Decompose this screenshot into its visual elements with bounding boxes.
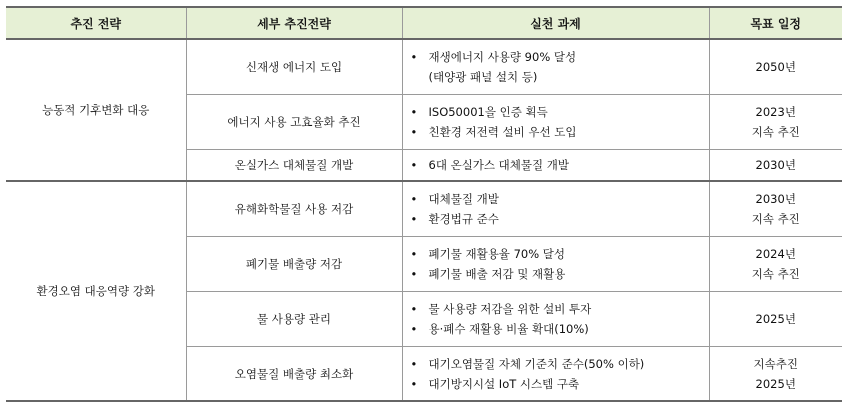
- table-row: [6, 39, 842, 95]
- task-item: [411, 374, 709, 394]
- task-text: 물 사용량 저감을 위한 설비 투자: [428, 302, 592, 316]
- strategy-cell: 능동적 기후변화 대응: [6, 39, 186, 181]
- period-cell: [709, 95, 842, 150]
- tasks-cell: [402, 181, 709, 237]
- task-text: 용·폐수 재활용 비율 확대(10%): [428, 322, 589, 336]
- period-text: 2025년: [755, 312, 796, 326]
- period-text: 지속 추진: [751, 212, 800, 226]
- period-text: 지속추진: [753, 356, 798, 371]
- period-cell: [709, 150, 842, 182]
- sub-strategy-cell: 신재생 에너지 도입: [186, 39, 402, 95]
- tasks-cell: [402, 292, 709, 347]
- task-text: 대체물질 개발: [428, 192, 499, 206]
- bullet-icon: •: [410, 267, 418, 281]
- period-cell: [709, 347, 842, 402]
- task-text: 대기방지시설 IoT 시스템 구축: [428, 376, 580, 391]
- bullet-icon: •: [410, 50, 418, 64]
- header-row: [6, 7, 842, 39]
- bullet-icon: •: [410, 376, 418, 391]
- bullet-icon: •: [410, 322, 418, 336]
- bullet-icon: •: [410, 302, 418, 316]
- period-cell: [709, 237, 842, 292]
- tasks-cell: [402, 95, 709, 150]
- task-text: 대기오염물질 자체 기준치 준수(50% 이하): [428, 356, 645, 371]
- period-text: 지속 추진: [751, 267, 800, 281]
- task-text: (태양광 패널 설치 등): [428, 70, 538, 84]
- period-text: 2023년: [755, 105, 796, 119]
- task-text: 폐기물 배출 저감 및 재활용: [428, 267, 566, 281]
- task-item: [411, 47, 709, 67]
- sub-strategy-cell: 폐기물 배출량 저감: [186, 237, 402, 292]
- tasks-cell: [402, 347, 709, 402]
- task-item: [411, 319, 709, 339]
- bullet-icon: •: [410, 356, 418, 371]
- bullet-icon: •: [410, 212, 418, 226]
- task-item: [411, 122, 709, 142]
- task-text: ISO50001을 인증 획득: [428, 105, 548, 119]
- period-cell: [709, 292, 842, 347]
- tasks-cell: [402, 150, 709, 182]
- period-text: 지속 추진: [751, 125, 800, 139]
- task-item: [411, 155, 709, 175]
- task-item: [411, 299, 709, 319]
- table-row: [6, 181, 842, 237]
- tasks-cell: [402, 237, 709, 292]
- task-text: 친환경 저전력 설비 우선 도입: [428, 125, 577, 139]
- strategy-cell: 환경오염 대응역량 강화: [6, 181, 186, 401]
- sub-strategy-cell: 오염물질 배출량 최소화: [186, 347, 402, 402]
- task-item: [411, 264, 709, 284]
- period-text: 2025년: [755, 376, 796, 391]
- header-strategy: 추진 전략: [6, 7, 186, 39]
- header-period: 목표 일정: [709, 7, 842, 39]
- bullet-icon: •: [410, 125, 418, 139]
- task-item: [411, 354, 709, 374]
- header-sub-strategy: 세부 추진전략: [186, 7, 402, 39]
- sub-strategy-cell: 유해화학물질 사용 저감: [186, 181, 402, 237]
- task-item: [411, 209, 709, 229]
- bullet-icon: •: [410, 247, 418, 261]
- task-item: [411, 102, 709, 122]
- task-item: [411, 189, 709, 209]
- sub-strategy-cell: 물 사용량 관리: [186, 292, 402, 347]
- bullet-icon: •: [410, 192, 418, 206]
- sub-strategy-cell: 온실가스 대체물질 개발: [186, 150, 402, 182]
- task-item: [411, 244, 709, 264]
- sub-strategy-cell: 에너지 사용 고효율화 추진: [186, 95, 402, 150]
- period-text: 2030년: [755, 158, 796, 172]
- header-tasks: 실천 과제: [402, 7, 709, 39]
- period-text: 2030년: [755, 192, 796, 206]
- task-text: 재생에너지 사용량 90% 달성: [428, 50, 577, 64]
- bullet-icon: •: [410, 105, 418, 119]
- tasks-cell: [402, 39, 709, 95]
- task-text: 6대 온실가스 대체물질 개발: [428, 158, 569, 172]
- task-item: [411, 67, 709, 87]
- period-cell: [709, 39, 842, 95]
- period-text: 2050년: [755, 60, 796, 74]
- task-text: 폐기물 재활용율 70% 달성: [428, 247, 566, 261]
- strategy-table: [6, 6, 842, 402]
- period-cell: [709, 181, 842, 237]
- bullet-icon: •: [410, 158, 418, 172]
- period-text: 2024년: [755, 247, 796, 261]
- task-text: 환경법규 준수: [428, 212, 499, 226]
